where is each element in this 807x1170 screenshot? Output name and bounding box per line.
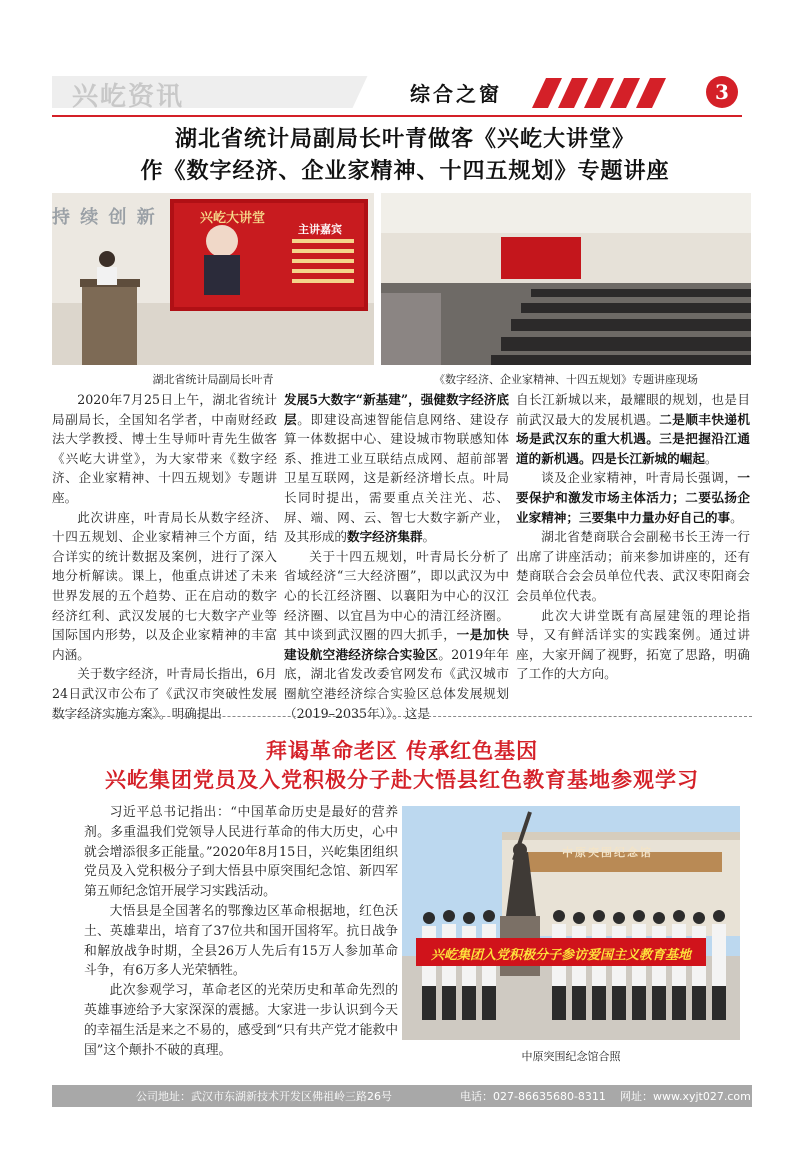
article1-column1	[52, 390, 277, 723]
paragraph	[284, 547, 509, 723]
bold-text: 二是顺丰快递机场是武汉东的重大机遇。三是把握沿江通道的新机遇。四是长江新城的崛起	[516, 411, 751, 466]
article2-title-line2: 兴屹集团党员及入党积极分子赴大悟县红色教育基地参观学习	[105, 767, 699, 792]
paragraph	[516, 390, 750, 468]
article1-column3	[516, 390, 750, 684]
memorial-sign: 中原突围纪念馆	[562, 846, 653, 859]
photo-lecture-hall	[381, 193, 751, 365]
photo-lecture-hall-caption: 《数字经济、企业家精神、十四五规划》专题讲座现场	[434, 373, 698, 386]
paragraph: 此次参观学习，革命老区的光荣历史和革命先烈的英雄事迹给予大家深深的震撼。大家进一步认识到今天的幸福生活是来之不易的，感受到“只有共产党才能救中国”这个颠扑不破的真理。	[84, 983, 398, 1058]
brand-title: 兴屹资讯	[72, 82, 185, 112]
article-divider	[52, 716, 752, 717]
photo-speaker	[52, 193, 374, 365]
footer-website[interactable]: 网址：www.xyjt027.com	[620, 1090, 751, 1103]
text: 。	[730, 509, 743, 525]
header-stripes-decoration	[532, 78, 674, 108]
wall-text: 持 续 创 新	[52, 207, 157, 228]
paragraph: 2020年7月25日上午，湖北省统计局副局长，全国知名学者，中南财经政法大学教授、博士生导师叶青先生做客《兴屹大讲堂》，为大家带来《数字经济、企业家精神、十四五规划》专题讲座。	[52, 392, 277, 505]
article2-title-line1: 拜谒革命老区 传承红色基因	[265, 738, 539, 763]
photo-group-caption: 中原突围纪念馆合照	[521, 1050, 621, 1063]
bold-text: 一要保护和激发市场主体活力；二要弘扬企业家精神；三要集中力量办好自己的事	[516, 470, 750, 525]
text: 。	[422, 529, 436, 545]
paragraph: 大悟县是全国著名的鄂豫边区革命根据地，红色沃土、英雄辈出，培育了37位共和国开国将军。抗日战争和解放战争时期，全县26万人先后有15万人参加革命斗争，有6万多人光荣牺牲。	[84, 903, 398, 979]
paragraph: 此次大讲堂既有高屋建瓴的理论指导，又有鲜活详实的实践案例。通过讲座，大家开阔了视野，拓宽了思路，明确了工作的大方向。	[516, 607, 750, 682]
text: 谈及企业家精神，叶青局长强调，	[541, 470, 738, 486]
screen-label: 主讲嘉宾	[298, 223, 342, 236]
paragraph: 湖北省楚商联合会副秘书长王涛一行出席了讲座活动；前来参加讲座的，还有楚商联合会会员单位代表、武汉枣阳商会会员单位代表。	[516, 529, 750, 603]
text: 关于十四五规划，叶青局长分析了省域经济“三大经济圈”，即以武汉为中心的长江经济圈、以襄阳为中心的汉江经济圈、以宜昌为中心的清江经济圈。其中谈到武汉圈的四大抓手，	[284, 548, 509, 643]
article1-column2	[284, 390, 509, 723]
paragraph	[516, 468, 750, 527]
article1-title-line1: 湖北省统计局副局长叶青做客《兴屹大讲堂》	[174, 126, 635, 152]
paragraph	[284, 390, 509, 547]
paragraph: 关于数字经济，叶青局长指出，6月24日武汉市公布了《武汉市突破性发展数字经济实施方案》。明确提出	[52, 666, 277, 721]
photo-group-memorial	[402, 806, 740, 1040]
footer-phone: 电话：027-86635680-8311	[460, 1090, 606, 1103]
text: 。2019年年底，湖北省发改委官网发布《武汉城市圈航空港经济综合实验区总体发展规划（2019–2035年）》。这是	[284, 646, 509, 721]
header-rule	[52, 115, 742, 117]
article2-body	[84, 803, 398, 1060]
photo-speaker-caption: 湖北省统计局副局长叶青	[152, 373, 274, 386]
text: 。	[704, 450, 718, 466]
footer-bar	[52, 1085, 752, 1107]
footer-address: 公司地址：武汉市东湖新技术开发区佛祖岭三路26号	[136, 1090, 392, 1103]
bold-text: 发展5大数字“新基建”，强健数字经济底层	[284, 392, 509, 427]
screen-title: 兴屹大讲堂	[200, 211, 266, 226]
page-number-badge: 3	[706, 76, 738, 108]
paragraph: 此次讲座，叶青局长从数字经济、十四五规划、企业家精神三个方面，结合详实的统计数据及案例，进行了深入地分析解读。课上，他重点讲述了未来世界发展的五个趋势、正在启动的数字经济红利、武汉发展的七大数字产业等国际国内形势，以及企业家精神的丰富内涵。	[52, 509, 277, 662]
group-banner: 兴屹集团入党积极分子参访爱国主义教育基地	[430, 948, 691, 963]
paragraph: 习近平总书记指出：“中国革命历史是最好的营养剂。多重温我们党领导人民进行革命的伟大历史，心中就会增添很多正能量。”2020年8月15日，兴屹集团组织党员及入党积极分子到大悟县中原突围纪念馆、新四军第五师纪念馆开展学习实践活动。	[84, 805, 398, 900]
bold-text: 一是加快建设航空港经济综合实验区	[284, 627, 510, 662]
section-title: 综合之窗	[410, 82, 502, 106]
bold-text: 数字经济集群	[346, 529, 423, 545]
text: 自长江新城以来，最耀眼的规划，也是目前武汉最大的发展机遇。	[516, 392, 750, 427]
article1-title-line2: 作《数字经济、企业家精神、十四五规划》专题讲座	[140, 158, 670, 184]
text: 。即建设高速智能信息网络、建设存算一体数据中心、建设城市物联感知体系、推进工业互联结点成网、超前部署卫星互联网，这是新经济增长点。叶局长同时提出，需要重点关注光、芯、屏、端、网、云、智七大数字新产业，及其形成的	[284, 411, 510, 545]
